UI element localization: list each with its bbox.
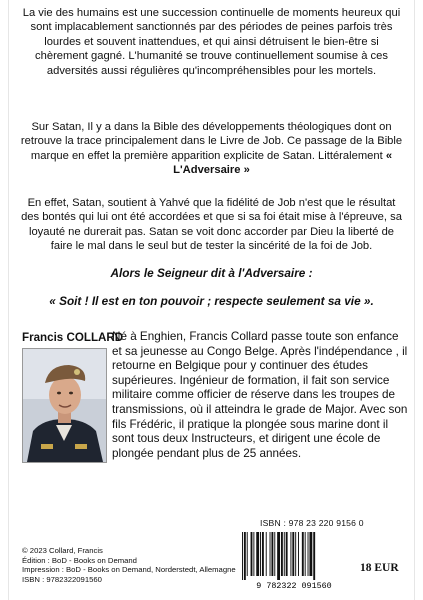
blurb-paragraph-2	[18, 120, 405, 178]
barcode-bar	[274, 532, 275, 576]
barcode-bar	[313, 532, 315, 580]
bible-quote: « Soit ! Il est en ton pouvoir ; respecte seulement sa vie ».	[49, 294, 374, 308]
copyright-line: © 2023 Collard, Francis	[22, 546, 103, 555]
barcode-bar	[290, 532, 291, 576]
publisher-info	[22, 546, 237, 584]
author-photo	[22, 348, 107, 463]
barcode-bar	[298, 532, 299, 576]
barcode-bar	[292, 532, 294, 576]
barcode-bar	[309, 532, 312, 576]
barcode-bar	[284, 532, 285, 576]
author-bio: Né à Enghien, Francis Collard passe toute son enfance et sa jeunesse au Congo Belge. Après l'indépendance , il retourne en Belgique pour y continuer des études supérieures. Ingénieur de formation, il fait son service militaire comme officier de réserve dans les troupes de transmissions, où il atteindra le grade de Major. Avec son fils Frédéric, il pratique la plongée sous marine dont il sont tous deux Instructeurs, et dirigent une école de plongée pendant plus de 25 années.	[112, 330, 408, 460]
blurb-paragraph-3: En effet, Satan, soutient à Yahvé que la fidélité de Job n'est que le résultat des bontés qui lui ont été accordées et que si sa foi était mise à l'épreuve, sa loyauté ne durerait pas. Satan se voit donc accorder par Dieu la liberté de faire le mal dans le seul but de tester la sincérité de la foi de Job.	[21, 197, 402, 253]
author-portrait-image	[23, 349, 106, 462]
publisher-isbn-line: ISBN : 9782322091560	[22, 574, 102, 584]
blurb-paragraph-1: La vie des humains est une succession continuelle de moments heureux qui sont implacablement sanctionnés par des périodes de peines parfois très lourdes et souvent inattendues, et qui ainsi détruisent le bien-être si chèrement gagné. L'humanité se trouve continuellement soumise à ces adversités aussi régulières qu'incompréhensibles pour les mortels.	[22, 7, 401, 77]
barcode-bar	[244, 532, 246, 580]
barcode-bars	[232, 530, 356, 590]
barcode-bar	[247, 532, 248, 576]
barcode-bar	[251, 532, 253, 576]
barcode-bar	[286, 532, 288, 576]
barcode-bar	[302, 532, 304, 576]
impression-line: Impression : BoD - Books on Demand, Norderstedt, Allemagne	[22, 565, 236, 575]
barcode-bar	[253, 532, 254, 576]
edition-line: Édition : BoD - Books on Demand	[22, 555, 137, 565]
barcode-bar	[266, 532, 267, 576]
barcode-number: 9 782322 091560	[256, 581, 332, 590]
barcode-bar	[277, 532, 280, 580]
barcode-bar	[308, 532, 309, 576]
price: 18 EUR	[360, 562, 399, 574]
author-name	[22, 331, 124, 344]
barcode-bar	[270, 532, 271, 576]
barcode-bar	[242, 532, 243, 580]
barcode-bar	[295, 532, 296, 576]
barcode-bar	[271, 532, 273, 576]
author-first-name: Francis	[22, 331, 64, 344]
blurb-paragraph-2-text: Sur Satan, Il y a dans la Bible des développements théologiques dont on retrouve la trace principalement dans le Livre de Job. Ce passage de la Bible marque en effet la première apparition explicite de Satan. Littéralement	[20, 121, 403, 162]
barcode-bar	[256, 532, 259, 576]
isbn-label: ISBN : 978 23 220 9156 0	[260, 518, 364, 528]
barcode-bar	[262, 532, 264, 576]
barcode-bar	[305, 532, 306, 576]
barcode-bar	[281, 532, 283, 576]
quote-intro: Alors le Seigneur dit à l'Adversaire :	[110, 266, 313, 280]
barcode	[232, 530, 356, 590]
author-last-name: COLLARD	[66, 331, 124, 344]
adversaire-term: « L'Adversaire »	[173, 149, 393, 177]
barcode-bar	[260, 532, 261, 576]
